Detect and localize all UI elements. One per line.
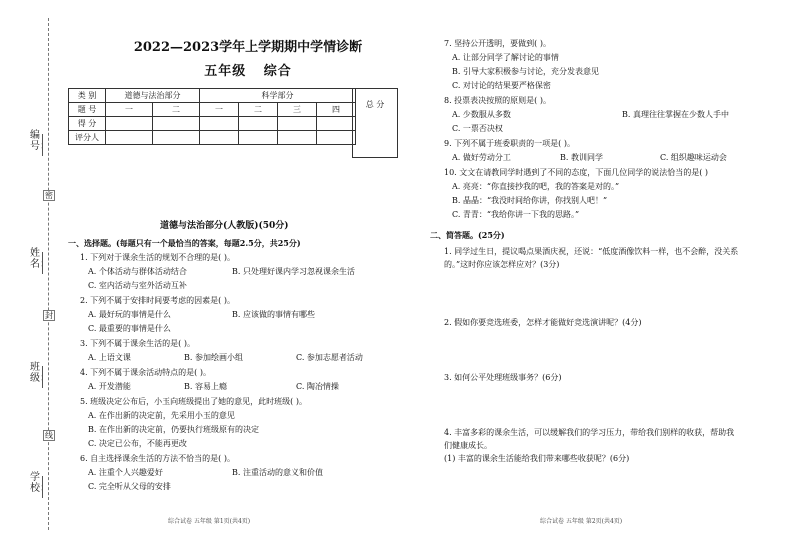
option: A. 少数服从多数 [452, 110, 511, 119]
score-table-cell: 一 [106, 103, 153, 117]
question: 5. 班级决定公布后，小玉向班级提出了她的意见，此时班级( )。 [80, 397, 307, 406]
grader-input[interactable] [317, 131, 356, 145]
option: C. 最重要的事情是什么 [88, 324, 171, 333]
option: A. 在作出新的决定前，先采用小玉的意见 [88, 411, 235, 420]
grader-input[interactable] [200, 131, 239, 145]
id-field[interactable] [42, 134, 43, 156]
option: B. 注重活动的意义和价值 [232, 468, 323, 477]
total-label: 总 分 [365, 100, 385, 109]
option: A. 注重个人兴趣爱好 [88, 468, 163, 477]
total-score-box[interactable] [352, 88, 398, 158]
option: A. 最好玩的事情是什么 [88, 310, 171, 319]
grader-input[interactable] [153, 131, 200, 145]
school-field[interactable] [42, 476, 43, 498]
question-continued: 们健康成长。 [444, 441, 492, 450]
score-table-cell: 一 [200, 103, 239, 117]
page-footer-right: 综合试卷 五年级 第2页(共4页) [540, 518, 623, 525]
score-table [68, 88, 356, 145]
binding-line [48, 18, 49, 530]
option: A. 亮亮：“你直接抄我的吧，我的答案是对的。” [452, 182, 620, 191]
option: A. 让部分同学了解讨论的事情 [452, 53, 559, 62]
score-table-cell: 得 分 [69, 117, 106, 131]
option: B. 容易上瘾 [184, 382, 227, 391]
question: 3. 下列不属于课余生活的是( )。 [80, 339, 195, 348]
question: 2. 下列不属于安排时间要考虑的因素是( )。 [80, 296, 235, 305]
score-input[interactable] [239, 117, 278, 131]
option: C. 一票否决权 [452, 124, 503, 133]
option: C. 室内活动与室外活动互补 [88, 281, 187, 290]
score-table-cell: 评分人 [69, 131, 106, 145]
option: B. 教训同学 [560, 153, 603, 162]
question-continued: 的。”这时你应该怎样应对？(3分) [444, 260, 560, 269]
option: C. 对讨论的结果要严格保密 [452, 81, 551, 90]
question: 7. 坚持公开透明，要做到( )。 [444, 39, 551, 48]
grade-label: 五年级 [204, 64, 247, 79]
score-table-cell: 类 别 [69, 89, 106, 103]
margin-label-name: 姓名： [30, 248, 50, 270]
question: 10. 文文在请教同学时遇到了不同的态度，下面几位同学的说法恰当的是( ) [444, 168, 709, 177]
name-field[interactable] [42, 252, 43, 274]
score-input[interactable] [278, 117, 317, 131]
question: 3. 如何公平处理班级事务？(6分) [444, 373, 562, 382]
section-heading-short-answer: 二、简答题。(25分) [430, 230, 505, 240]
class-field[interactable] [42, 366, 43, 388]
part-title: 道德与法治部分(人教版)(50分) [160, 221, 289, 231]
option: B. 应该做的事情有哪些 [232, 310, 315, 319]
question: 8. 投票表决按照的原则是( )。 [444, 96, 551, 105]
option: A. 开发潜能 [88, 382, 131, 391]
seal-mark: 封 [45, 311, 53, 320]
option: C. 青青：“我给你讲一下我的思路。” [452, 210, 580, 219]
option: B. 参加绘画小组 [184, 353, 243, 362]
score-table-cell: 三 [278, 103, 317, 117]
grader-input[interactable] [239, 131, 278, 145]
option: C. 完全听从父母的安排 [88, 482, 171, 491]
option: A. 个体活动与群体活动结合 [88, 267, 187, 276]
exam-subtitle [98, 60, 398, 79]
option: C. 决定已公布，不能再更改 [88, 439, 187, 448]
question: 1. 同学过生日，提议喝点果酒庆祝，还说：“低度酒像饮料一样，也不会醉，没关系 [444, 247, 739, 256]
score-input[interactable] [153, 117, 200, 131]
question: 6. 自主选择课余生活的方法不恰当的是( )。 [80, 454, 235, 463]
seal-mark: 密 [45, 191, 53, 200]
sub-question: (1) 丰富的课余生活能给我们带来哪些收获呢？(6分) [444, 454, 630, 463]
page-footer-left: 综合试卷 五年级 第1页(共4页) [168, 518, 251, 525]
seal-mark: 线 [45, 431, 53, 440]
option: B. 引导大家积极参与讨论，充分发表意见 [452, 67, 599, 76]
option: C. 组织趣味运动会 [660, 153, 727, 162]
option: B. 真理往往掌握在少数人手中 [622, 110, 729, 119]
exam-title: 2022—2023学年上学期期中学情诊断 [133, 40, 363, 55]
option: B. 晶晶：“我没时间给你讲，你找别人吧！” [452, 196, 608, 205]
score-input[interactable] [200, 117, 239, 131]
grader-input[interactable] [106, 131, 153, 145]
question: 4. 丰富多彩的课余生活，可以缓解我们的学习压力，带给我们别样的收获，帮助我 [444, 428, 735, 437]
question: 1. 下列对于课余生活的规划不合理的是( )。 [80, 253, 235, 262]
option: B. 只处理好课内学习忽视课余生活 [232, 267, 355, 276]
score-table-cell: 科学部分 [200, 89, 356, 103]
score-table-cell: 二 [239, 103, 278, 117]
question: 4. 下列不属于课余活动特点的是( )。 [80, 368, 211, 377]
option: C. 陶冶情操 [296, 382, 339, 391]
section-heading-choice: 一、选择题。(每题只有一个最恰当的答案，每题2.5分，共25分) [68, 238, 301, 248]
option: C. 参加志愿者活动 [296, 353, 363, 362]
option: A. 做好劳动分工 [452, 153, 511, 162]
margin-label-school: 学校： [30, 472, 50, 494]
option: B. 在作出新的决定前，仍要执行班级原有的决定 [88, 425, 259, 434]
grader-input[interactable] [278, 131, 317, 145]
score-table-cell: 道德与法治部分 [106, 89, 200, 103]
score-input[interactable] [106, 117, 153, 131]
margin-label-id: 编号： [30, 130, 50, 152]
score-input[interactable] [317, 117, 356, 131]
option: A. 上语文课 [88, 353, 131, 362]
score-table-cell: 二 [153, 103, 200, 117]
subject-label: 综合 [263, 64, 292, 79]
question: 9. 下列不属于班委职责的一项是( )。 [444, 139, 575, 148]
question: 2. 假如你要竞选班委，怎样才能做好竞选演讲呢？(4分) [444, 318, 642, 327]
score-table-cell: 四 [317, 103, 356, 117]
margin-label-class: 班级： [30, 362, 50, 384]
score-table-cell: 题 号 [69, 103, 106, 117]
